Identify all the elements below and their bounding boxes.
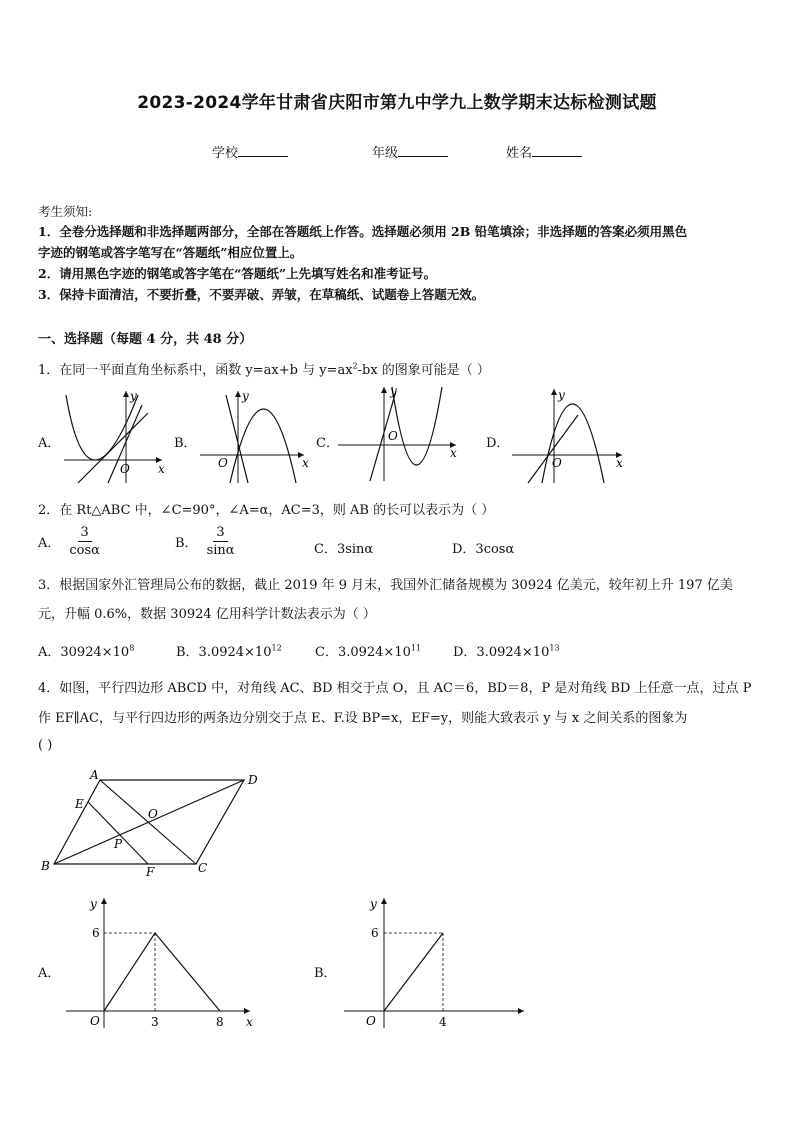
segment-ef — [88, 802, 148, 864]
diagonal-bd — [54, 780, 244, 864]
grade-blank — [398, 144, 448, 157]
q3-c-text: C．3.0924×10 — [315, 645, 411, 660]
y-axis-label: y — [370, 897, 377, 911]
point-a-label: A — [90, 768, 99, 782]
point-f-label: F — [146, 865, 155, 879]
y-arrow-icon — [551, 389, 557, 395]
q1-graph-d — [508, 385, 628, 485]
school-label: 学校 — [212, 146, 239, 161]
x-axis-label: x — [616, 456, 623, 470]
q2-a-label: A． — [38, 536, 61, 551]
q4-label-a: A． — [38, 966, 61, 981]
q3-c-exp: 11 — [410, 643, 422, 653]
y-arrow-icon — [381, 898, 387, 904]
q3-option-d — [453, 641, 560, 660]
point-e-label: E — [75, 797, 84, 811]
x-tick-label-1: 3 — [151, 1015, 159, 1029]
x-axis-label: x — [450, 446, 457, 460]
q3-d-text: D．3.0924×10 — [453, 645, 550, 660]
y-axis-label: y — [558, 388, 565, 402]
page-title: 2023-2024学年甘肃省庆阳市第九中学九上数学期末达标检测试题 — [137, 93, 657, 113]
q1-stem-sup: 2 — [352, 361, 358, 371]
parabola-curve — [392, 387, 442, 465]
line-graph — [226, 395, 248, 483]
school-blank — [238, 144, 288, 157]
grade-label: 年级 — [372, 146, 399, 161]
notice-line-1: 1．全卷分选择题和非选择题两部分，全部在答题纸上作答。选择题必须用 2B 铅笔填涂；非选择题的答案必须用黑色 — [38, 224, 688, 239]
q4-line-3: ( ) — [38, 738, 53, 753]
y-axis-label: y — [390, 384, 397, 398]
notice-heading: 考生须知: — [38, 204, 93, 219]
q3-a-exp: 8 — [129, 643, 135, 653]
x-axis-label: x — [302, 456, 309, 470]
q2-stem: 2．在 Rt△ABC 中，∠C=90°，∠A=α，AC=3，则 AB 的长可以表示为（ ） — [38, 503, 495, 518]
denominator: cosα — [69, 543, 100, 558]
parabola-curve — [66, 395, 138, 460]
q3-b-text: B．3.0924×10 — [176, 645, 272, 660]
q4-line-2: 作 EF∥AC，与平行四边形的两条边分别交于点 E、F.设 BP=x，EF=y，则能大致表示 y 与 x 之间关系的图象为 — [38, 711, 688, 726]
q1-label-a: A． — [38, 436, 61, 451]
section-heading: 一、选择题（每题 4 分，共 48 分） — [38, 332, 253, 347]
q3-option-a — [38, 641, 134, 660]
q1-stem-text: 1．在同一平面直角坐标系中，函数 y=ax+b 与 y=ax — [38, 363, 353, 378]
numerator: 3 — [78, 524, 92, 542]
y-arrow-icon — [381, 387, 387, 393]
q4-graph-b — [340, 892, 536, 1032]
point-b-label: B — [41, 859, 50, 873]
grade-field — [372, 142, 448, 161]
x-tick-label-1: 4 — [439, 1015, 447, 1029]
y-arrow-icon — [101, 898, 107, 904]
origin-label: O — [218, 456, 228, 470]
origin-label: O — [90, 1014, 100, 1028]
notice-line-3: 3．保持卡面清洁，不要折叠，不要弄破、弄皱，在草稿纸、试题卷上答题无效。 — [38, 287, 485, 302]
point-o-label: O — [148, 807, 158, 821]
graph-line — [104, 933, 220, 1011]
q3-line-1: 3．根据国家外汇管理局公布的数据，截止 2019 年 9 月末，我国外汇储备规模为 30924 亿美元，较年初上升 197 亿美 — [38, 578, 733, 593]
x-axis-label: x — [246, 1015, 253, 1029]
q1-graph-b — [196, 385, 311, 485]
y-axis-label: y — [242, 389, 249, 403]
q2-b-fraction — [204, 524, 238, 559]
q1-stem-tail: -bx 的图象可能是（ ） — [357, 363, 490, 378]
y-tick-label: 6 — [371, 926, 379, 940]
q2-b-label: B． — [175, 536, 198, 551]
q1-label-c: C． — [316, 436, 339, 451]
y-axis-label: y — [90, 897, 97, 911]
origin-label: O — [120, 462, 130, 476]
q3-option-c — [315, 641, 421, 660]
q1-label-b: B． — [174, 436, 197, 451]
denominator: sinα — [206, 543, 235, 558]
q3-line-2: 元，升幅 0.6%，数据 30924 亿用科学计数法表示为（ ） — [38, 607, 376, 622]
q2-option-a — [38, 524, 103, 559]
point-d-label: D — [248, 773, 258, 787]
q4-graph-a — [60, 892, 260, 1032]
q1-graph-c — [334, 383, 464, 483]
parallelogram-figure — [36, 766, 276, 882]
q1-graph-a — [58, 385, 168, 485]
notice-line-2: 2．请用黑色字迹的钢笔或答字笔在“答题纸”上先填写姓名和准考证号。 — [38, 266, 437, 281]
q3-d-exp: 13 — [549, 643, 560, 653]
point-p-label: P — [114, 837, 123, 851]
parabola-curve — [230, 409, 296, 483]
q4-line-1: 4．如图，平行四边形 ABCD 中，对角线 AC、BD 相交于点 O，且 AC＝6，BD＝8，P 是对角线 BD 上任意一点，过点 P — [38, 681, 752, 696]
graph-line — [384, 933, 443, 1011]
x-tick-label-2: 8 — [216, 1015, 224, 1029]
x-axis-label: x — [158, 462, 165, 476]
q4-label-b: B． — [314, 966, 337, 981]
name-blank — [532, 144, 582, 157]
q2-option-c: C．3sinα — [314, 542, 374, 557]
numerator: 3 — [213, 524, 227, 542]
q2-option-b — [175, 524, 238, 559]
y-arrow-icon — [235, 391, 241, 397]
q2-option-d: D．3cosα — [452, 542, 515, 557]
q3-a-text: A．30924×10 — [38, 645, 130, 660]
name-field — [506, 142, 582, 161]
origin-label: O — [552, 456, 562, 470]
y-axis-label: y — [130, 389, 137, 403]
q2-a-fraction — [66, 524, 103, 559]
name-label: 姓名 — [506, 146, 533, 161]
x-arrow-icon — [518, 1008, 524, 1014]
y-arrow-icon — [123, 391, 129, 397]
q1-stem — [38, 359, 490, 378]
origin-label: O — [366, 1014, 376, 1028]
y-tick-label: 6 — [92, 926, 100, 940]
q3-option-b — [176, 641, 282, 660]
notice-line-1b: 字迹的钢笔或答字笔写在“答题纸”相应位置上。 — [38, 245, 303, 260]
q3-b-exp: 12 — [271, 643, 282, 653]
origin-label: O — [388, 429, 398, 443]
school-field — [212, 142, 288, 161]
q1-label-d: D． — [486, 436, 510, 451]
x-arrow-icon — [244, 1008, 250, 1014]
point-c-label: C — [198, 861, 208, 875]
parabola-curve — [542, 404, 604, 483]
line-graph — [528, 415, 578, 483]
